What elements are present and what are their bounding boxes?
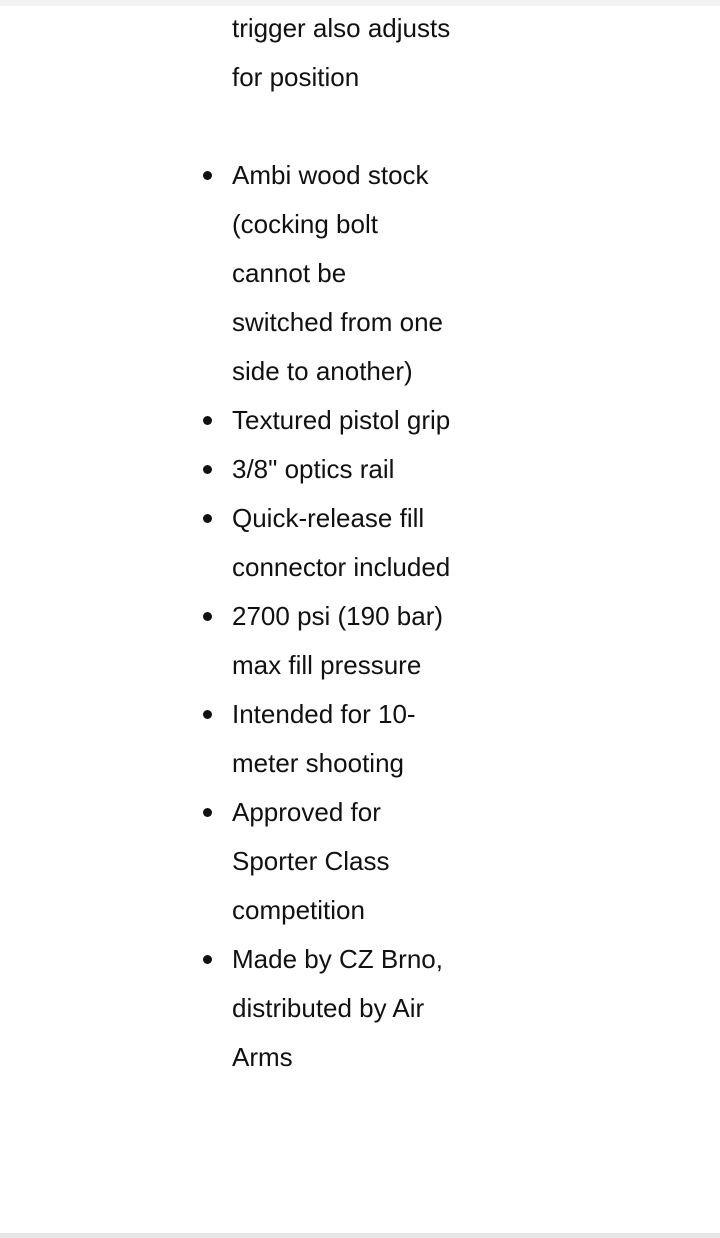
feature-item-10-meter [200,690,454,788]
feature-item-manufacturer [200,935,454,1082]
bullet-icon [203,612,212,621]
bullet-icon [203,416,212,425]
feature-item-ambi-stock [200,151,454,396]
bullet-icon [203,514,212,523]
feature-text: Made by CZ Brno, distributed by Air Arms [232,944,443,1072]
feature-text: Quick-release fill connector included [232,503,451,582]
feature-item-optics-rail [200,445,454,494]
bottom-divider [0,1233,720,1238]
feature-list [200,151,454,1082]
feature-item-fill-connector [200,494,454,592]
feature-text: Intended for 10-meter shooting [232,699,416,778]
bullet-icon [203,465,212,474]
bullet-icon [203,171,212,180]
feature-item-fill-pressure [200,592,454,690]
feature-text: Approved for Sporter Class competition [232,797,390,925]
feature-item-sporter-class [200,788,454,935]
bullet-icon [203,955,212,964]
bullet-icon [203,710,212,719]
bullet-icon [203,808,212,817]
feature-text: 3/8" optics rail [232,454,395,484]
feature-text: Textured pistol grip [232,405,451,435]
feature-item-continued: trigger also adjusts for position [232,13,451,92]
feature-text: 2700 psi (190 bar) max fill pressure [232,601,444,680]
feature-item-pistol-grip [200,396,454,445]
feature-text: Ambi wood stock (cocking bolt cannot be switched from one side to another) [232,160,443,386]
